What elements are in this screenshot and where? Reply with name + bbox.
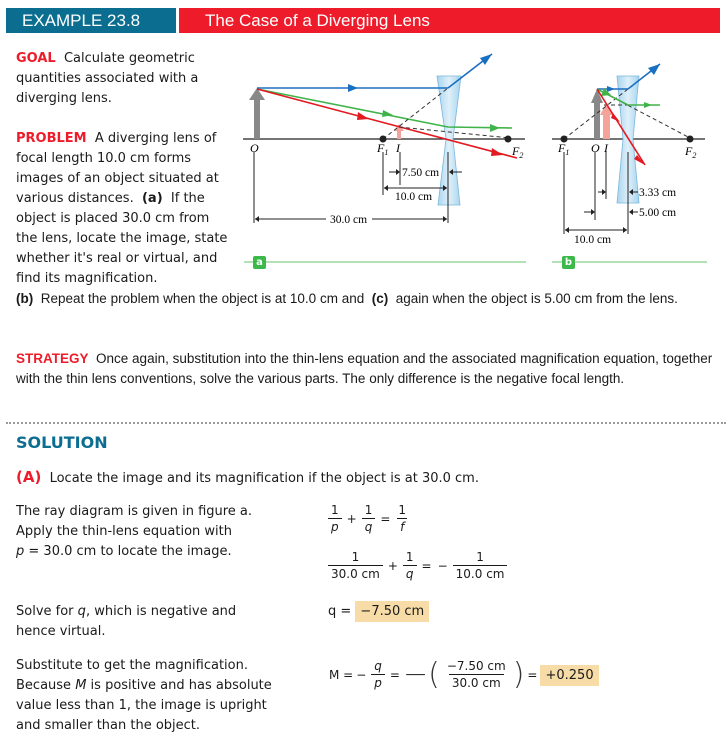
problem-parts-bc (16, 289, 722, 309)
figure-a-tag: a (253, 256, 266, 269)
step3-text: Substitute to get the magnification. Because M is positive and has absolute value less than 1, the image is upright and smaller than the object. (16, 658, 272, 733)
svg-text:30.0 cm: 30.0 cm (330, 214, 368, 226)
q-result: q = −7.50 cm (328, 601, 429, 622)
strategy-label: STRATEGY (16, 351, 89, 366)
example-number: EXAMPLE 23.8 (6, 8, 176, 33)
problem-text-2: If the object is placed 30.0 cm from the lens, locate the image, state whether it's real or virtual, and find its magnification. (16, 191, 228, 286)
ray-diagrams (230, 40, 726, 275)
strategy-text: Once again, substitution into the thin-lens equation and the associated magnification equation, together with the thin lens conventions, solve the various parts. The only difference is the negative focal length. (16, 351, 713, 386)
figure-b-tag: b (562, 256, 575, 269)
figure-a (243, 54, 526, 262)
problem-text-4: again when the object is 5.00 cm from the lens. (395, 291, 678, 306)
part-a-text: Locate the image and its magnification if the object is at 30.0 cm. (49, 471, 479, 486)
step1-line1: The ray diagram is given in figure a. (16, 504, 253, 519)
thin-lens-equation: $\frac{1}{p}$ + $\frac{1}{q}$ = $\frac{1}{f}$ (326, 503, 411, 535)
part-a-label: (a) (141, 191, 163, 206)
svg-text:5.00 cm: 5.00 cm (639, 207, 677, 219)
svg-text:F1: $F_1$ (558, 141, 570, 157)
goal-label: GOAL (16, 51, 56, 66)
part-a-solution-label: (A) (16, 468, 42, 486)
problem-label: PROBLEM (16, 131, 87, 146)
figure-b (552, 64, 707, 262)
goal-section (16, 49, 231, 109)
goal-text: Calculate geometric quantities associated with a diverging lens. (16, 51, 199, 106)
svg-text:10.0 cm: 10.0 cm (574, 234, 612, 246)
svg-text:10.0 cm: 10.0 cm (395, 191, 433, 203)
step2-text: Solve for q, which is negative and hence virtual. (16, 604, 237, 639)
step1-line2: Apply the thin-lens equation with (16, 524, 233, 539)
svg-text:O: O (591, 141, 600, 155)
solution-heading: SOLUTION (16, 433, 108, 452)
strategy-section (16, 349, 716, 389)
svg-text:F1: $F_1$ (377, 141, 389, 157)
section-divider (6, 422, 726, 424)
svg-text:F2: $F_2$ (685, 144, 697, 160)
substituted-equation: $\frac{1}{30.0 cm}$ + $\frac{1}{q}$ = − $\frac{1}{10.0 cm}$ (326, 550, 509, 582)
label-o-a: O (250, 141, 259, 155)
example-header (6, 8, 720, 33)
q-variable: q (77, 604, 86, 619)
magnification-result-highlight: +0.250 (540, 665, 598, 686)
step1-text (16, 502, 276, 562)
svg-text:I: I (604, 141, 608, 155)
part-c-label: (c) (371, 291, 389, 306)
svg-text:F2: $F_2$ (512, 144, 524, 160)
svg-text:7.50 cm: 7.50 cm (402, 167, 440, 179)
svg-text:I: I (396, 141, 400, 155)
p-variable: p (16, 544, 25, 559)
magnification-equation: M = − $\frac{q}{p}$ = −( $\frac{-7.50 cm}{30.0 cm}$ ) = +0.250 (329, 659, 599, 691)
step1-line3: = 30.0 cm to locate the image. (28, 544, 232, 559)
m-variable: M (75, 678, 87, 693)
problem-section (16, 129, 231, 289)
q-result-highlight: −7.50 cm (355, 601, 429, 622)
part-a-heading (16, 468, 479, 486)
example-title: The Case of a Diverging Lens (179, 8, 720, 33)
problem-text-3: Repeat the problem when the object is at 10.0 cm and (40, 291, 365, 306)
problem-text-1: A diverging lens of focal length 10.0 cm forms images of an object situated at various distances. (16, 131, 219, 206)
svg-text:3.33 cm: 3.33 cm (639, 187, 677, 199)
part-b-label: (b) (16, 291, 34, 306)
